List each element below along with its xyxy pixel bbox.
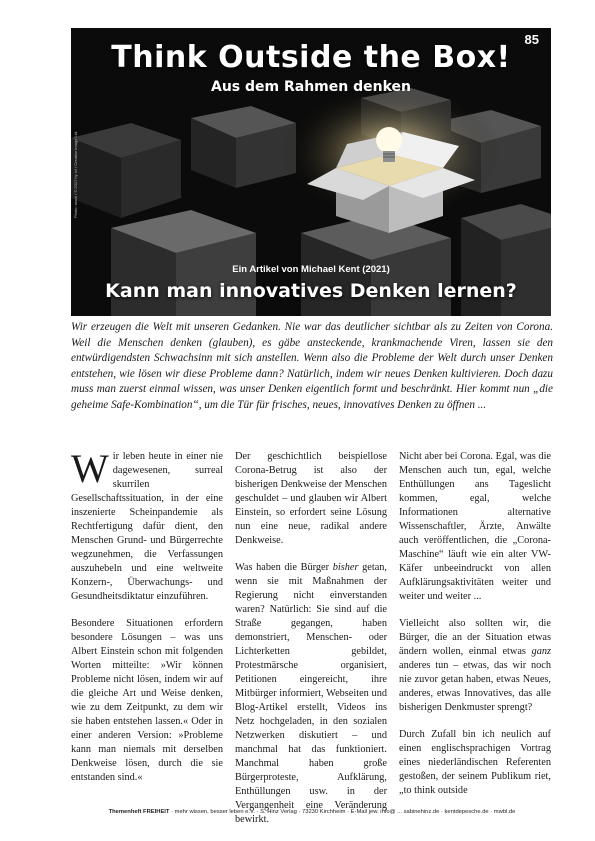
article-subtitle: Aus dem Rahmen denken: [211, 79, 411, 95]
paragraph: Durch Zufall bin ich neulich auf einen englischsprachigen Vortrag eines niederländischen Referenten gestoßen, der seinem Publikum riet, „to think outside: [399, 729, 551, 796]
intro-paragraph: Wir erzeugen die Welt mit unseren Gedanken. Nie war das deutlicher sichtbar als zu Zeiten von Corona. Weil die Menschen denken (glauben), es gäbe ansteckende, krankmachende Viren, lassen sie den entwürdigendsten Schwachsinn mit sich anstellen. Wenn also die Probleme der Welt durch unser Denken entstehen, wie lösen wir diese Probleme dann? Natürlich, indem wir neues Denken kultivieren. Doch dazu muss man zuerst einmal wissen, was unser Denken eigentlich formt und beschränkt. Hier kommt nun „die geheime Safe-Kombination“, um die Tür für frisches, neues, innovatives Denken zu öffnen ...: [71, 321, 553, 411]
paragraph-text: ir leben heute in einer nie dagewesenen, surreal skurrilen Gesellschaftssituation, in der eine inszenierte Scheinpandemie als Rechtfertigung dafür dient, den Menschen Grund- und Bürgerrechte wegzunehmen, die Verfassungen auszuhebeln und eine weltweite Konzern-, Überwachungs- und Gesundheitsdiktatur einzuführen.: [71, 451, 223, 602]
paragraph: [235, 561, 387, 827]
paragraph: Der geschichtlich beispiellose Corona-Betrug ist also der bisherigen Denkweise der Menschen geschuldet – und glauben wir Albert Einstein, so erfordert seine Lösung nun eine neue, radikal andere Denkweise.: [235, 451, 387, 546]
paragraph-text: Vielleicht also sollten wir, die Bürger, die an der Situation etwas ändern wollen, einmal etwas: [399, 618, 551, 657]
byline: Ein Artikel von Michael Kent (2021): [232, 264, 390, 275]
footer-brand: Themenheft FREIHEIT: [108, 809, 170, 815]
paragraph: Nicht aber bei Corona. Egal, was die Menschen auch tun, egal, welche Enthüllungen ans Tageslicht kommen, egal, welche Informationen alternative Wissenschaftler, Ärzte, Anwälte auch veröffentlichen, die „Corona-Maschine“ läuft wie ein alter VW-Käfer unbeeindruckt von allen Aufklärungsaktivitäten weiter und weiter und weiter ...: [399, 451, 551, 602]
emphasis: bisher: [332, 562, 359, 573]
column-1: [71, 446, 223, 785]
footer-text: · mehr wissen, besser leben e.V. · S. Hinz Verlag · 73230 Kirchheim · E-Mail jew. info@ ... sabinehinz.de · kentdepesche.de · mwbl.de: [169, 809, 516, 815]
column-3: [399, 450, 551, 796]
hero-banner: [71, 28, 551, 316]
paragraph: Besondere Situationen erfordern besondere Lösungen – was uns Albert Einstein schon mit folgenden Worten mitteilte: »Wir können Probleme nicht lösen, indem wir auf die gleiche Art und Weise denken, wie zu dem Zeitpunkt, zu dem wir sie haben entstehen lassen.« Oder in einer anderen Version: »Probleme kann man niemals mit derselben Denkweise lösen, durch die sie entstanden sind.«: [71, 618, 223, 783]
paragraph-text: getan, wenn sie mit Maßnahmen der Regierung nicht einverstanden waren? Natürlich: Sie sind auf die Straße gegangen, haben demonstriert, Menschen- oder Lichterketten gebildet, Protestmärsche organisiert, Petitionen eingereicht, ihre Mitbürger informiert, Webseiten und Blog-Artikel erstellt, Videos ins Netz hochgeladen, in den sozialen Netzwerken diskutiert – und manchmal hat das funktioniert. Manchmal haben große Bürgerproteste, Aufklärung, Enthüllungen usw. in der Vergangenheit eine Veränderung bewirkt.: [235, 562, 387, 825]
page-footer: [71, 809, 553, 815]
article-title: Think Outside the Box!: [111, 40, 511, 75]
headline-question: Kann man innovatives Denken lernen?: [105, 280, 517, 302]
paragraph-text: anderes tun – etwas, das wir noch nie zuvor getan haben, etwas Neues, anderes, etwas Innovatives, das alle bisherigen Denkmuster sprengt?: [399, 660, 551, 713]
paragraph-text: Was haben die Bürger: [235, 562, 333, 573]
paragraph: [399, 617, 551, 715]
paragraph: [71, 446, 223, 604]
column-2: [235, 450, 387, 825]
drop-cap: W: [71, 446, 109, 491]
page-number: 85: [524, 32, 539, 47]
photo-credit: Photo: stock / © 2017 by rcl / Creative Image Ltd.: [73, 130, 78, 218]
emphasis: ganz: [531, 646, 551, 657]
